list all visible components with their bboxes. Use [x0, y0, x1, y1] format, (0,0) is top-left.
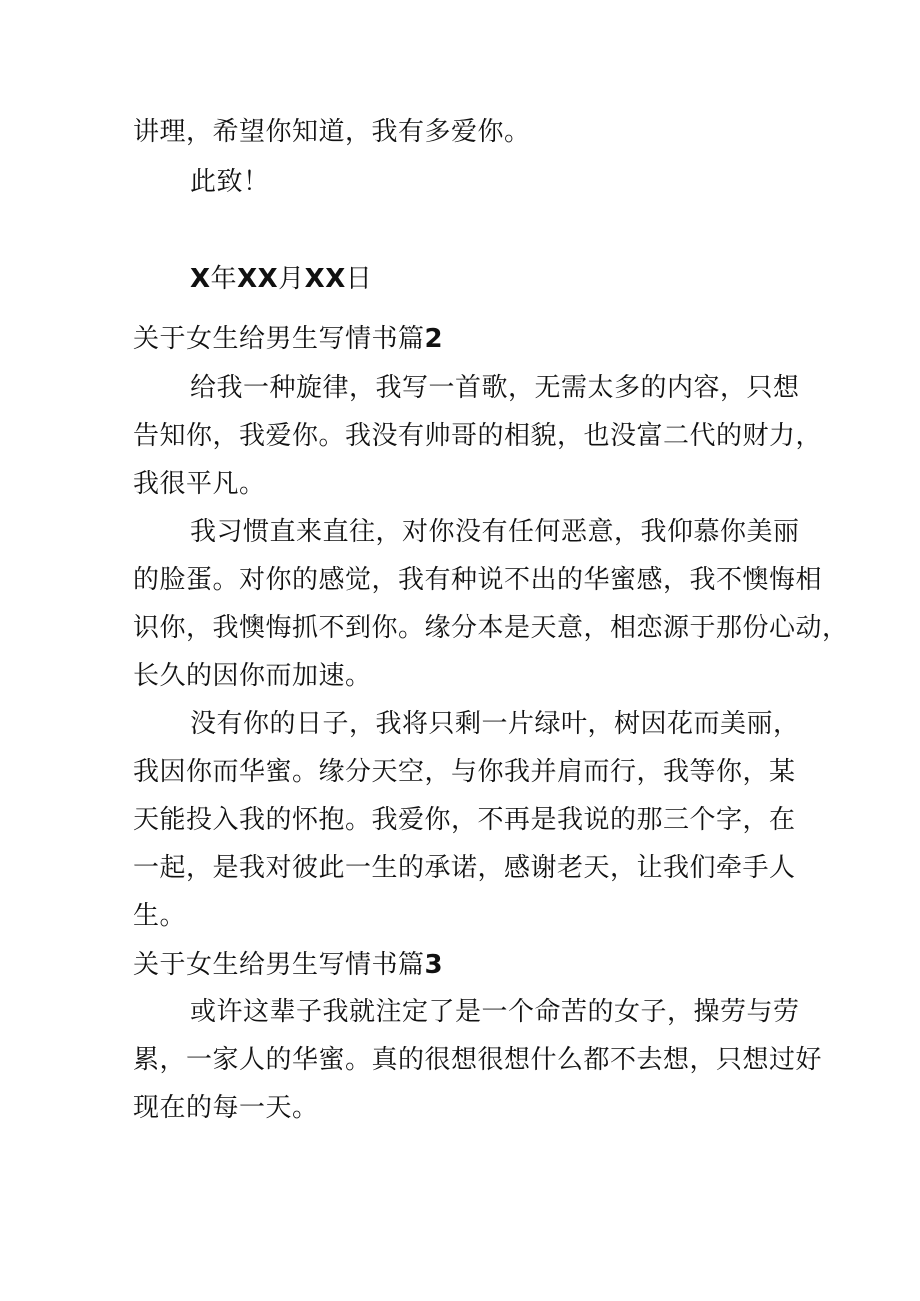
- section2-heading-number: 2: [424, 324, 444, 354]
- date-year-char: 年: [210, 264, 238, 294]
- section3-line: 或许这辈子我就注定了是一个命苦的女子，操劳与劳: [190, 997, 800, 1027]
- section2-line: 我很平凡。: [133, 469, 266, 499]
- section2-line: 的脸蛋。对你的感觉，我有种说不出的华蜜感，我不懊悔相: [133, 565, 823, 595]
- section2-line: 一起，是我对彼此一生的承诺，感谢老天，让我们牵手人: [133, 853, 796, 883]
- section2-heading: [133, 324, 443, 354]
- section3-heading-text: 关于女生给男生写情书篇: [133, 950, 425, 980]
- section3-heading-number: 3: [424, 950, 444, 980]
- section2-line: 给我一种旋律，我写一首歌，无需太多的内容，只想: [190, 373, 800, 403]
- closing-line: 此致！: [190, 167, 270, 197]
- section2-line: 生。: [133, 901, 187, 931]
- section2-line: 天能投入我的怀抱。我爱你，不再是我说的那三个字，在: [133, 805, 796, 835]
- section2-line: 我习惯直来直往，对你没有任何恶意，我仰慕你美丽: [190, 517, 800, 547]
- section2-line: 识你，我懊悔抓不到你。缘分本是天意，相恋源于那份心动，: [133, 613, 849, 643]
- section2-line: 没有你的日子，我将只剩一片绿叶，树因花而美丽，: [190, 709, 800, 739]
- date-day-placeholder: XX: [304, 264, 346, 294]
- date-day-char: 日: [345, 264, 373, 294]
- date-year-placeholder: X: [190, 264, 211, 294]
- section2-heading-text: 关于女生给男生写情书篇: [133, 324, 425, 354]
- section3-line: 累，一家人的华蜜。真的很想很想什么都不去想，只想过好: [133, 1045, 823, 1075]
- date-month-placeholder: XX: [237, 264, 279, 294]
- section3-heading: [133, 950, 443, 980]
- section2-line: 我因你而华蜜。缘分天空，与你我并肩而行，我等你，某: [133, 757, 796, 787]
- letter1-tail-line: 讲理，希望你知道，我有多爱你。: [133, 117, 531, 147]
- date-month-char: 月: [278, 264, 305, 294]
- section3-line: 现在的每一天。: [133, 1093, 319, 1123]
- section2-line: 长久的因你而加速。: [133, 661, 372, 691]
- date-line: [190, 264, 372, 294]
- section2-line: 告知你，我爱你。我没有帅哥的相貌，也没富二代的财力，: [133, 421, 823, 451]
